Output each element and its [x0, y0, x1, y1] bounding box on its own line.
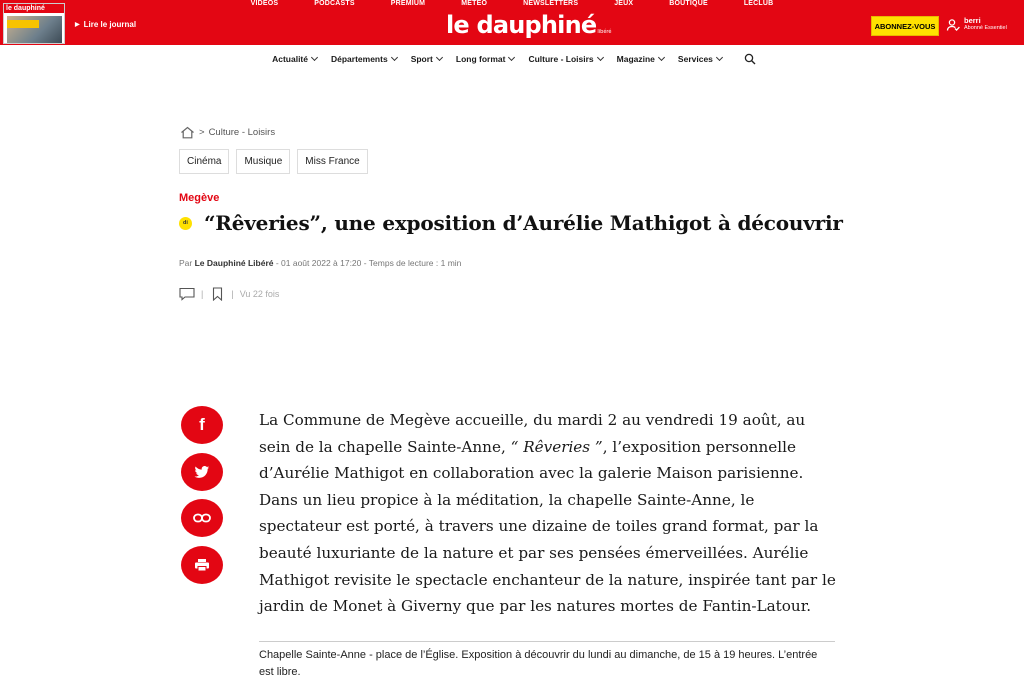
site-header [0, 0, 1024, 45]
logo-subtext: libéré [597, 29, 612, 35]
top-nav-videos[interactable]: VIDÉOS [250, 0, 279, 7]
top-nav-leclub[interactable]: LECLUB [743, 0, 774, 7]
body-text-end: , l’exposition personnelle d’Aurélie Mathigot en collaboration avec la galerie Maison parisienne. Dans un lieu propice à la méditation, la chapelle Sainte-Anne, le spectateur est porté, à travers une dizaine de toiles grand format, par la beauté luxuriante de la nature et par ses pensées émerveillées. Aurélie Mathigot revisite le spectacle enchanteur de la nature, inspirée tant par le jardin de Monet à Giverny que par les natures mortes de Fantin-Latour. [259, 437, 836, 616]
article-caption: Chapelle Sainte-Anne - place de l’Église. Exposition à découvrir du lundi au dimanche, de 15 à 19 heures. L’entrée est libre. [259, 649, 818, 678]
top-nav-podcasts[interactable]: PODCASTS [314, 0, 355, 7]
nav-culture-loisirs[interactable] [528, 54, 602, 64]
nav-label: Actualité [272, 54, 308, 64]
home-icon[interactable] [180, 126, 195, 139]
di-badge: di [179, 217, 192, 230]
user-subscription: Abonné Essentiel [964, 25, 1007, 31]
nav-sport[interactable] [411, 54, 442, 64]
nav-label: Magazine [616, 54, 655, 64]
bookmark-icon[interactable] [209, 286, 225, 302]
top-nav-jeux[interactable]: JEUX [614, 0, 634, 7]
nav-long-format[interactable] [456, 54, 515, 64]
top-nav-boutique[interactable]: BOUTIQUE [669, 0, 708, 7]
article-title: “Rêveries”, une exposition d’Aurélie Mathigot à découvrir [204, 211, 843, 235]
nav-actualite[interactable] [272, 54, 317, 64]
newspaper-thumbnail[interactable] [3, 3, 65, 44]
nav-label: Services [677, 54, 713, 64]
user-account[interactable] [946, 17, 1007, 32]
nav-label: Sport [410, 54, 433, 64]
nav-services[interactable] [678, 54, 722, 64]
play-arrow-icon: ▶ [75, 22, 80, 28]
title-row [179, 211, 843, 235]
read-journal-label: Lire le journal [83, 20, 137, 29]
byline-date: - 01 août 2022 à 17:20 - Temps de lecture : 1 min [273, 258, 462, 268]
print-icon [194, 558, 210, 572]
byline-prefix: Par [179, 258, 193, 268]
tag-musique[interactable]: Musique [236, 149, 290, 174]
top-nav-premium[interactable]: PREMIUM [390, 0, 426, 7]
top-nav [0, 0, 1024, 8]
nav-label: Long format [455, 54, 506, 64]
user-name: berri [964, 16, 981, 25]
chevron-down-icon [436, 54, 443, 61]
body-text-start: La Commune de Megève accueille, du mardi 2 au vendredi 19 août, au sein de la chapelle Sainte-Anne, [259, 411, 806, 456]
separator: | [231, 289, 234, 299]
logo-text: le dauphiné [446, 11, 597, 39]
main-nav [0, 52, 1024, 66]
separator: | [201, 289, 204, 299]
user-icon [946, 18, 960, 32]
site-logo[interactable] [446, 10, 611, 47]
chevron-down-icon [597, 54, 604, 61]
nav-departements[interactable] [331, 54, 397, 64]
breadcrumb-section[interactable]: Culture - Loisirs [208, 127, 276, 138]
chevron-down-icon [508, 54, 515, 61]
view-count: Vu 22 fois [239, 289, 280, 299]
tag-list [179, 149, 368, 174]
byline-author[interactable]: Le Dauphiné Libéré [194, 258, 274, 268]
print-button[interactable] [181, 546, 223, 584]
twitter-share-button[interactable] [181, 453, 223, 491]
chevron-down-icon [716, 54, 723, 61]
article-actions [179, 286, 279, 302]
article-kicker[interactable]: Megève [179, 192, 220, 204]
comment-icon[interactable] [179, 286, 195, 302]
search-icon[interactable] [744, 53, 756, 65]
nav-label: Départements [331, 54, 388, 64]
chevron-down-icon [658, 54, 665, 61]
thumbnail-masthead: le dauphiné [4, 4, 64, 13]
link-icon [193, 513, 211, 523]
twitter-icon [194, 466, 210, 479]
facebook-share-button[interactable] [181, 406, 223, 444]
thumbnail-banner [7, 20, 39, 28]
article-body [259, 407, 841, 620]
top-nav-meteo[interactable]: MÉTÉO [461, 0, 488, 7]
byline [179, 258, 461, 268]
read-journal-link[interactable] [75, 20, 136, 29]
chevron-down-icon [311, 54, 318, 61]
subscribe-button[interactable]: ABONNEZ-VOUS [871, 16, 939, 36]
tag-cinema[interactable]: Cinéma [179, 149, 229, 174]
facebook-icon: f [199, 415, 205, 434]
nav-label: Culture - Loisirs [528, 54, 594, 64]
breadcrumb-separator: > [199, 127, 205, 138]
nav-magazine[interactable] [617, 54, 664, 64]
chevron-down-icon [391, 54, 398, 61]
tag-miss-france[interactable]: Miss France [297, 149, 367, 174]
breadcrumb [180, 126, 275, 139]
top-nav-newsletters[interactable]: NEWSLETTERS [523, 0, 579, 7]
copy-link-button[interactable] [181, 499, 223, 537]
body-text-italic: “ Rêveries ” [510, 437, 603, 456]
caption-divider [259, 641, 835, 642]
